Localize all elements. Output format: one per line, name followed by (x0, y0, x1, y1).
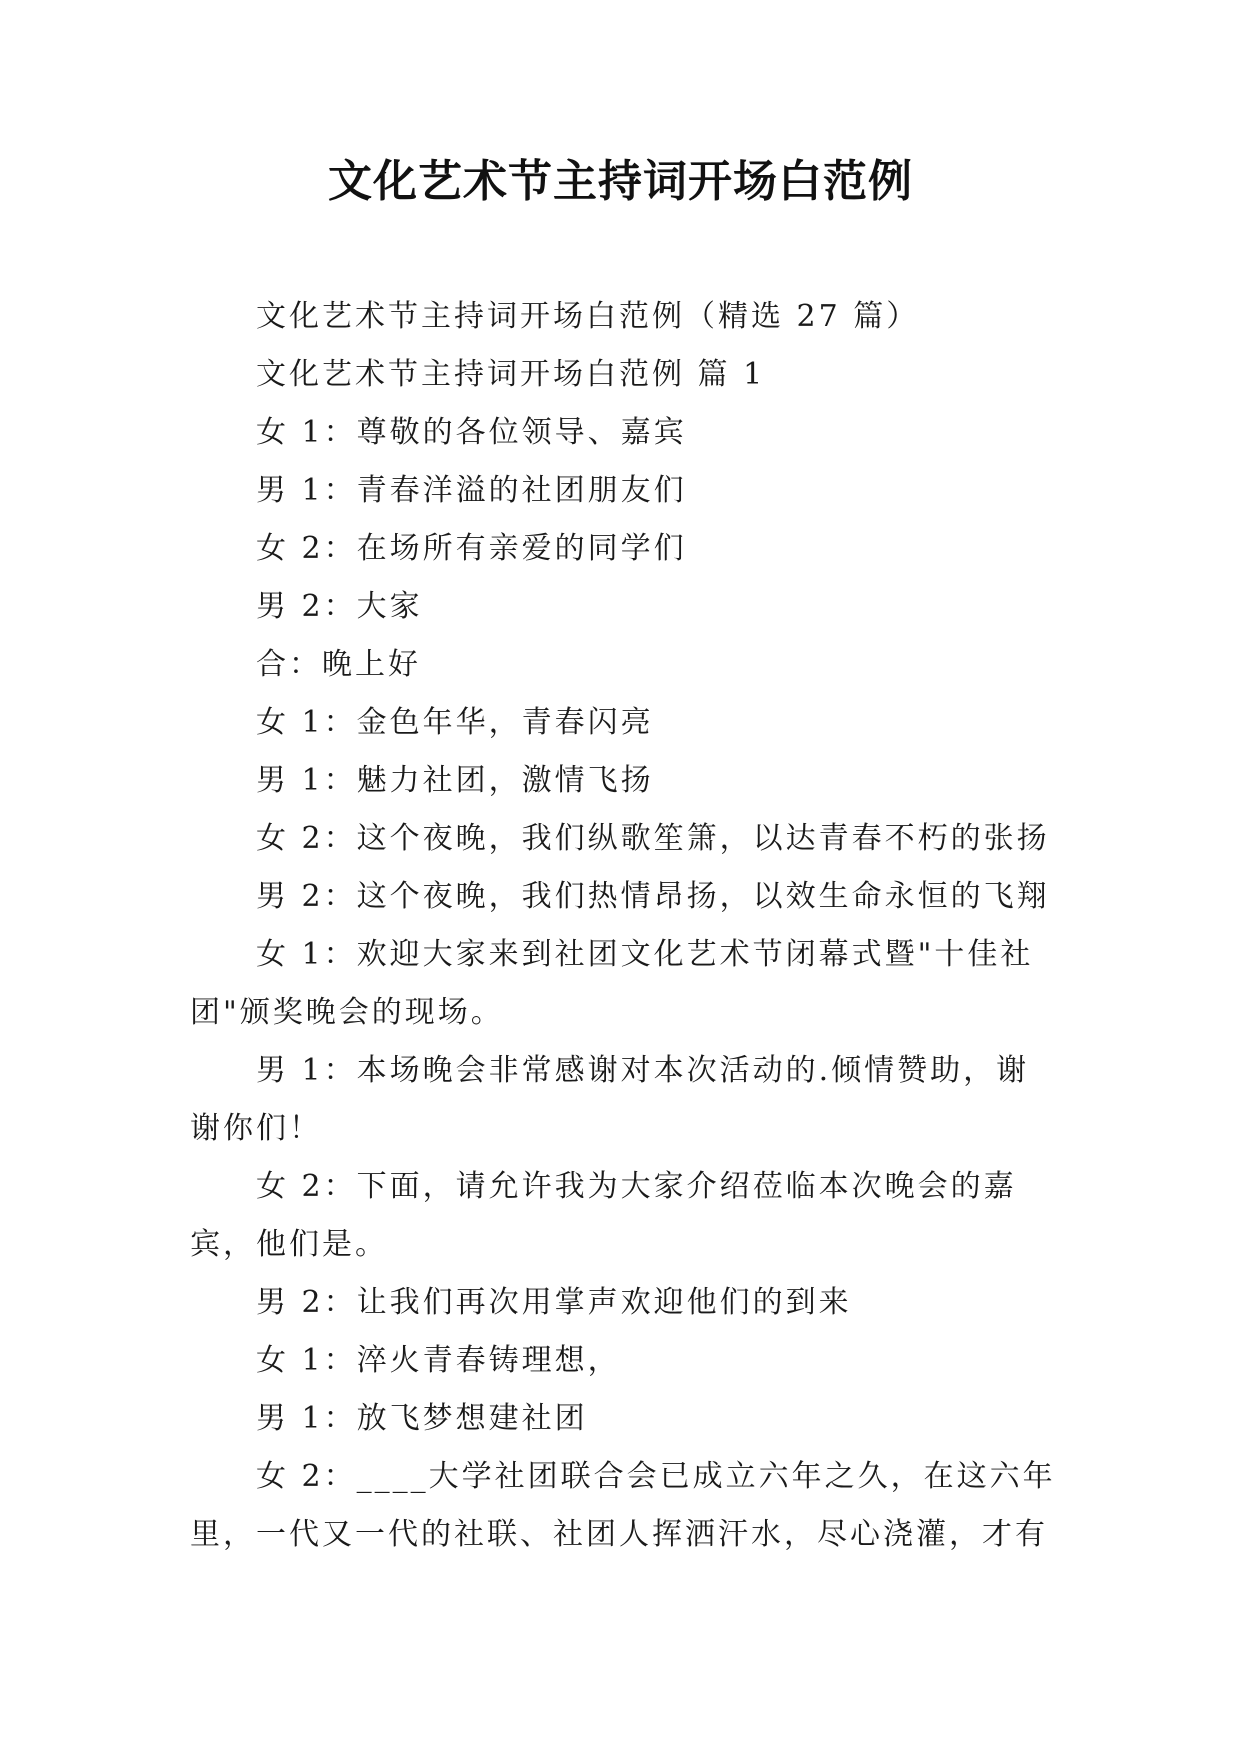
document-title: 文化艺术节主持词开场白范例 (328, 156, 913, 207)
paragraph: 文化艺术节主持词开场白范例（精选 27 篇） (256, 299, 920, 334)
paragraph: 女 1：尊敬的各位领导、嘉宾 (256, 415, 687, 450)
paragraph: 男 1：魅力社团，激情飞扬 (256, 763, 654, 798)
paragraph: 男 2：这个夜晚，我们热情昂扬，以效生命永恒的飞翔 (256, 879, 1050, 914)
paragraph: 女 1：淬火青春铸理想， (256, 1343, 621, 1378)
paragraph: 女 2：____大学社团联合会已成立六年之久，在这六年里，一代又一代的社联、社团人挥洒汗水，尽心浇灌，才有 (190, 1459, 1056, 1552)
paragraph: 合：晚上好 (256, 647, 421, 682)
paragraph: 男 2：大家 (256, 589, 423, 624)
paragraph: 男 2：让我们再次用掌声欢迎他们的到来 (256, 1285, 852, 1320)
paragraph: 女 2：这个夜晚，我们纵歌笙箫，以达青春不朽的张扬 (256, 821, 1050, 856)
paragraph: 女 2：下面，请允许我为大家介绍莅临本次晚会的嘉宾，他们是。 (190, 1169, 1017, 1262)
paragraph: 女 1：欢迎大家来到社团文化艺术节闭幕式暨"十佳社团"颁奖晚会的现场。 (190, 937, 1034, 1030)
paragraph: 男 1：本场晚会非常感谢对本次活动的.倾情赞助，谢谢你们！ (190, 1053, 1030, 1146)
paragraph: 男 1：青春洋溢的社团朋友们 (256, 473, 687, 508)
paragraph: 女 2：在场所有亲爱的同学们 (256, 531, 687, 566)
document-body (190, 288, 1056, 1564)
paragraph: 男 1：放飞梦想建社团 (256, 1401, 588, 1436)
paragraph: 文化艺术节主持词开场白范例 篇 1 (256, 357, 766, 392)
paragraph: 女 1：金色年华，青春闪亮 (256, 705, 654, 740)
